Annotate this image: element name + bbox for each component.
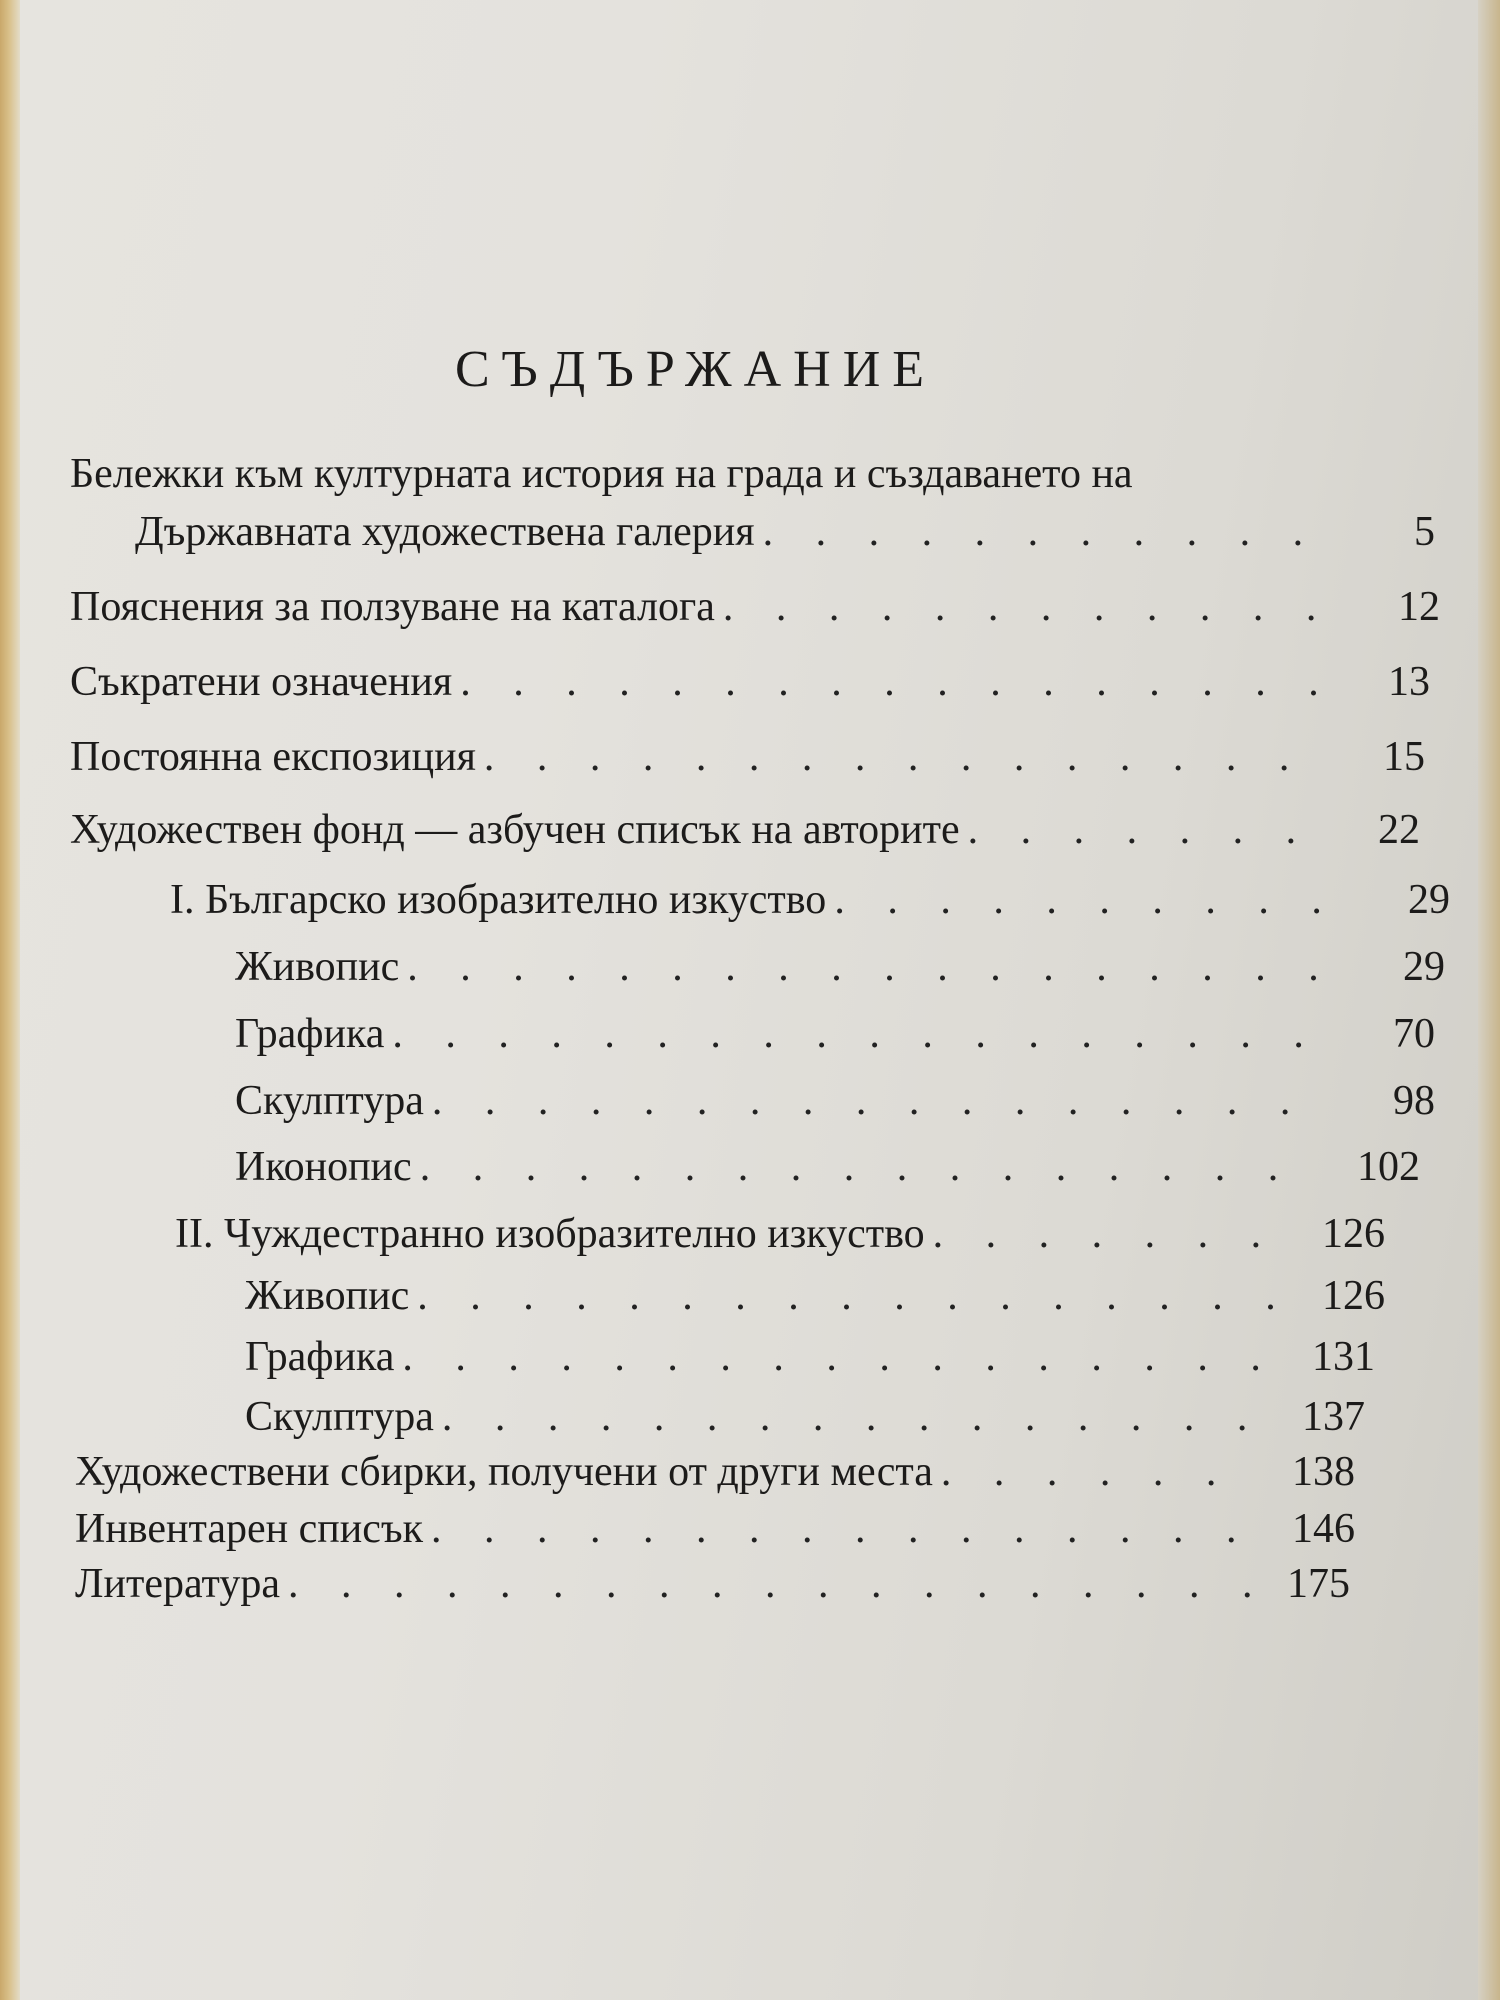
- toc-entry-page: 175: [1287, 1561, 1350, 1607]
- leader-dots: [432, 1077, 1335, 1125]
- toc-entry-label: Литература: [75, 1561, 280, 1607]
- toc-entry-page: 70: [1393, 1011, 1435, 1057]
- toc-entry: [75, 1448, 1355, 1496]
- toc-entry-line1: Бележки към културната история на града и създаването на: [70, 451, 1133, 497]
- leader-dots: [431, 1505, 1255, 1553]
- page-right-edge: [1478, 0, 1500, 2000]
- toc-entry-label: Графика: [245, 1334, 395, 1380]
- toc-title: СЪДЪРЖАНИЕ: [455, 341, 937, 398]
- leader-dots: [484, 733, 1325, 781]
- toc-entry-label: Иконопис: [235, 1144, 412, 1190]
- toc-subentry: [235, 943, 1445, 991]
- leader-dots: [723, 583, 1340, 631]
- toc-entry-page: 146: [1292, 1506, 1355, 1552]
- toc-entry-label: Държавната художествена галерия: [135, 509, 755, 555]
- leader-dots: [417, 1272, 1285, 1320]
- toc-entry-page: 126: [1322, 1211, 1385, 1257]
- toc-entry-label: Художествени сбирки, получени от други места: [75, 1449, 933, 1495]
- leader-dots: [442, 1393, 1265, 1441]
- toc-entry-page: 15: [1383, 734, 1425, 780]
- toc-entry: [70, 733, 1425, 781]
- toc-entry-label: Живопис: [235, 944, 400, 990]
- toc-entry: [70, 658, 1430, 706]
- leader-dots: [763, 508, 1335, 556]
- toc-entry-label: Художествен фонд — азбучен списък на авторите: [70, 807, 960, 853]
- toc-subentry: [245, 1333, 1375, 1381]
- toc-entry-label: I. Българско изобразително изкуство: [170, 877, 827, 923]
- leader-dots: [933, 1210, 1285, 1258]
- toc-entry-page: 131: [1312, 1334, 1375, 1380]
- toc-entry-page: 22: [1378, 807, 1420, 853]
- toc-entry-label: Пояснения за ползуване на каталога: [70, 584, 715, 630]
- toc-entry-page: 126: [1322, 1273, 1385, 1319]
- toc-entry-page: 98: [1393, 1078, 1435, 1124]
- leader-dots: [402, 1333, 1275, 1381]
- toc-entry-page: 12: [1398, 584, 1440, 630]
- toc-entry: [75, 1505, 1355, 1553]
- toc-subentry: [235, 1077, 1435, 1125]
- toc-entry: [75, 1560, 1350, 1608]
- toc-entry-label: Живопис: [245, 1273, 410, 1319]
- toc-subentry: [235, 1010, 1435, 1058]
- toc-entry-page: 29: [1408, 877, 1450, 923]
- leader-dots: [288, 1560, 1250, 1608]
- leader-dots: [941, 1448, 1255, 1496]
- leader-dots: [968, 806, 1320, 854]
- toc-entry: [70, 806, 1420, 854]
- toc-entry-label: Съкратени означения: [70, 659, 453, 705]
- leader-dots: [420, 1143, 1320, 1191]
- toc-section-entry: [175, 1210, 1385, 1258]
- toc-entry-page: 138: [1292, 1449, 1355, 1495]
- leader-dots: [392, 1010, 1335, 1058]
- toc-entry-page: 29: [1403, 944, 1445, 990]
- toc-entry-page: 5: [1414, 509, 1435, 555]
- toc-entry-label: Инвентарен списък: [75, 1506, 423, 1552]
- leader-dots: [407, 943, 1345, 991]
- toc-entry-page: 13: [1388, 659, 1430, 705]
- toc-entry: [70, 583, 1440, 631]
- toc-entry-label: Скулптура: [245, 1394, 434, 1440]
- leader-dots: [834, 876, 1350, 924]
- leader-dots: [460, 658, 1330, 706]
- toc-section-entry: [170, 876, 1450, 924]
- toc-subentry: [235, 1143, 1420, 1191]
- toc-entry-label: Графика: [235, 1011, 385, 1057]
- toc-entry-label: Постоянна експозиция: [70, 734, 476, 780]
- toc-entry: [135, 508, 1435, 556]
- toc-entry-label: II. Чуждестранно изобразително изкуство: [175, 1211, 925, 1257]
- book-binding-edge: [0, 0, 20, 2000]
- toc-entry-label: Скулптура: [235, 1078, 424, 1124]
- toc-entry-page: 102: [1357, 1144, 1420, 1190]
- toc-entry-page: 137: [1302, 1394, 1365, 1440]
- toc-subentry: [245, 1272, 1385, 1320]
- toc-subentry: [245, 1393, 1365, 1441]
